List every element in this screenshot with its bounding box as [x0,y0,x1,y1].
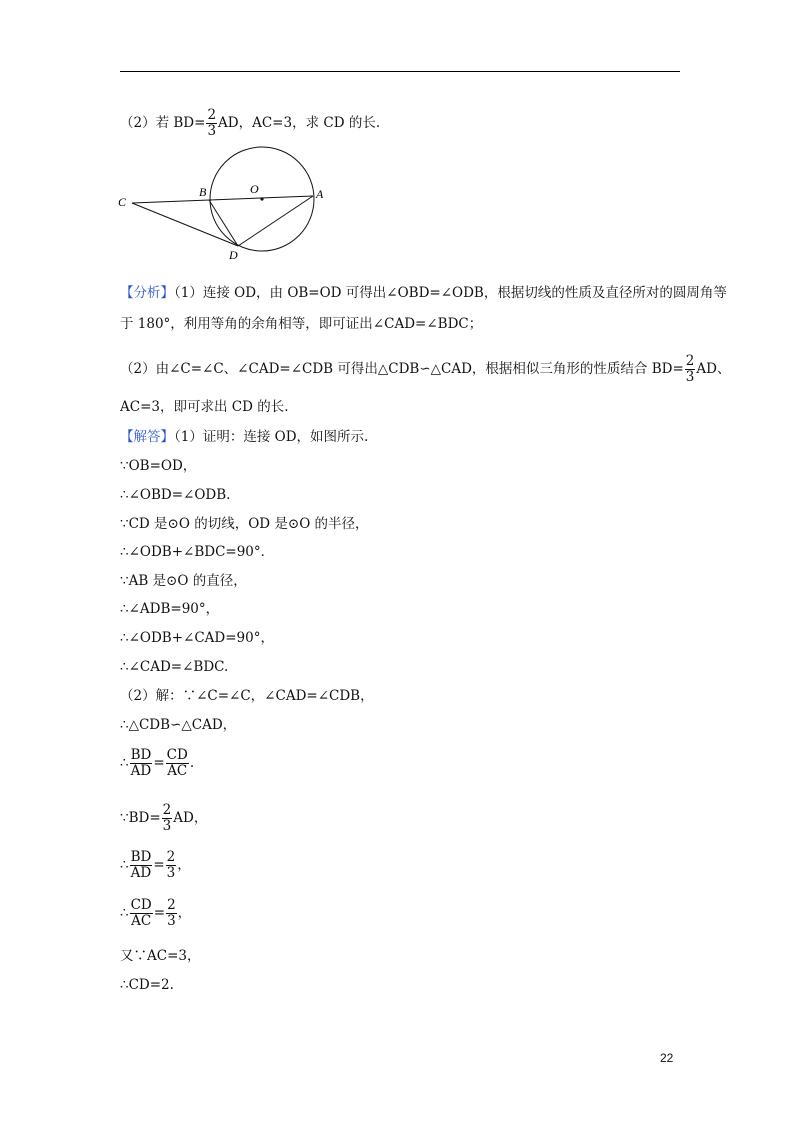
analysis-fraction [685,354,696,385]
page-number: 22 [660,1051,674,1065]
solution-eq-2 [120,803,207,834]
geometry-figure [110,140,340,265]
eq3-post: ， [177,857,191,873]
solution-eq-4 [120,898,191,929]
segment-bd [209,200,238,246]
solution-line-13: ∴CD=2. [120,977,174,993]
solution-text-1: （1）证明：连接 OD，如图所示. [174,429,369,445]
solution-eq-3 [120,850,191,881]
eq1-num-right: CD [166,747,188,763]
eq1-frac-right [166,748,189,779]
eq3-frac-right [166,850,177,881]
solution-line-6: ∵AB 是⊙O 的直径， [120,573,247,589]
eq1-den-right: AC [167,763,188,779]
analysis-text-1: （1）连接 OD，由 OB=OD 可得出∠OBD=∠ODB，根据切线的性质及直径所对的圆周角等 [174,285,727,301]
solution-line-4: ∵CD 是⊙O 的切线，OD 是⊙O 的半径， [120,516,369,532]
solution-line-11: ∴△CDB∽△CAD， [120,717,237,733]
analysis-line-3 [120,354,730,385]
eq2-frac [162,803,173,834]
analysis-text-3b: AD、 [696,361,731,377]
q2-suffix: AD，AC=3，求 CD 的长. [218,115,381,131]
eq2-den: 3 [162,818,172,834]
eq1-frac-left [130,748,153,779]
eq4-frac-left [130,898,153,929]
eq3-den-right: 3 [166,865,176,881]
solution-line-5: ∴∠ODB+∠BDC=90°． [120,544,275,560]
eq4-equals: = [153,905,166,921]
eq4-num-left: CD [130,897,152,913]
eq4-den-left: AC [131,913,152,929]
eq2-post: AD， [173,810,208,826]
solution-line-3: ∴∠OBD=∠ODB. [120,487,231,503]
label-d: D [229,248,238,262]
solution-line-12: 又∵AC=3， [120,948,201,964]
analysis-text-3: （2）由∠C=∠C、∠CAD=∠CDB 可得出△CDB∽△CAD，根据相似三角形的性质结合 BD= [120,361,684,377]
center-point [260,197,263,200]
label-a: A [316,187,324,201]
eq1-post: . [189,755,195,771]
q2-fraction [206,108,217,139]
solution-tag: 【解答】 [120,429,174,445]
problem-q2 [120,108,380,139]
eq4-num-right: 2 [167,897,176,913]
solution-line-7: ∴∠ADB=90°， [120,601,220,617]
solution-line-2: ∵OB=OD， [120,458,197,474]
q2-frac-den: 3 [207,123,217,139]
solution-line-10: （2）解：∵∠C=∠C，∠CAD=∠CDB， [120,688,374,704]
label-b: B [199,185,207,199]
analysis-frac-den: 3 [685,369,695,385]
eq3-num-right: 2 [166,849,176,865]
eq1-den-left: AD [130,763,152,779]
eq2-num: 2 [162,802,172,818]
solution-line-1 [120,427,368,447]
eq4-frac-right [166,898,177,929]
eq1-num-left: BD [130,747,152,763]
header-rule [120,71,680,72]
eq4-den-right: 3 [167,913,176,929]
analysis-frac-num: 2 [685,353,695,369]
q2-frac-num: 2 [207,107,217,123]
label-o: O [250,182,259,196]
solution-line-9: ∴∠CAD=∠BDC. [120,659,229,675]
segment-cd [132,203,238,246]
solution-eq-1 [120,748,194,779]
segment-ad [238,196,313,246]
eq3-den-left: AD [130,865,152,881]
eq1-pre: ∴ [120,755,129,771]
eq2-pre: ∵BD= [120,810,161,826]
eq4-post: ， [177,905,192,921]
label-c: C [118,195,127,209]
eq3-frac-left [130,850,153,881]
q2-prefix: （2）若 BD= [120,115,206,131]
analysis-line-2: 于 180°，利用等角的余角相等，即可证出∠CAD=∠BDC； [120,316,483,332]
analysis-tag: 【分析】 [120,285,174,301]
segment-ca [132,196,313,203]
analysis-line-1 [120,283,727,303]
analysis-line-4: AC=3，即可求出 CD 的长. [120,399,289,415]
eq4-pre: ∴ [120,905,129,921]
eq1-equals: = [153,755,165,771]
eq3-pre: ∴ [120,857,129,873]
eq3-num-left: BD [130,849,152,865]
eq3-equals: = [153,857,165,873]
solution-line-8: ∴∠ODB+∠CAD=90°， [120,630,274,646]
